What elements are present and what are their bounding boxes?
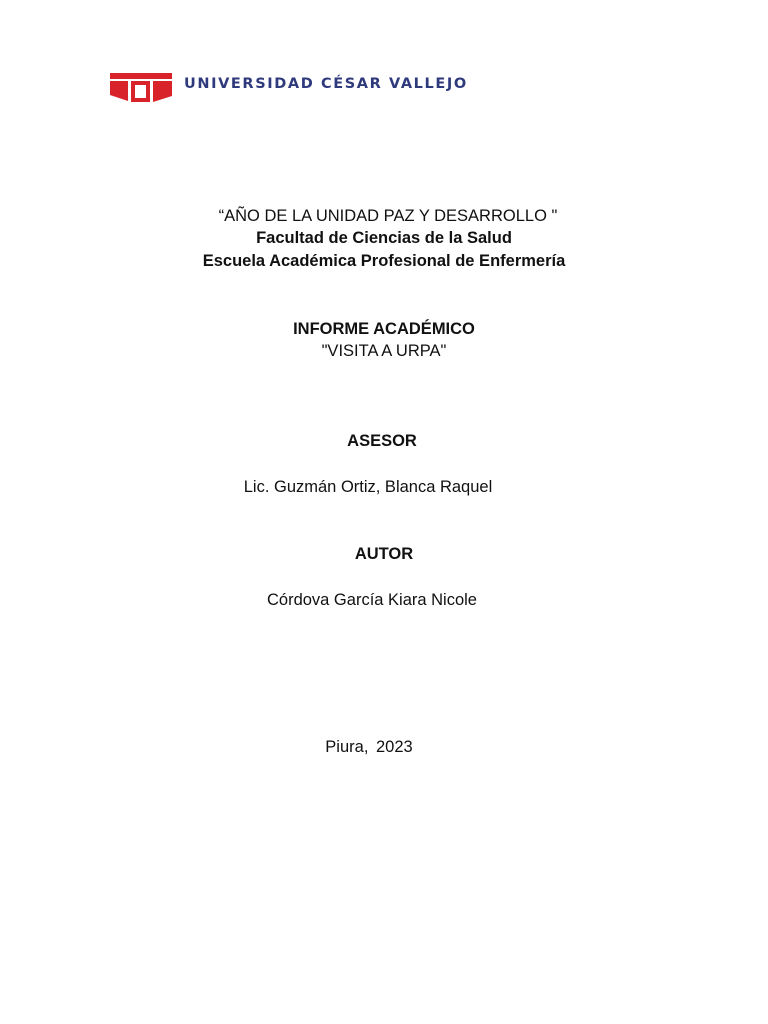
author-heading: AUTOR: [354, 545, 414, 563]
place-and-date: Piura, 2023: [325, 738, 413, 756]
report-title: "VISITA A URPA": [321, 342, 447, 360]
report-type: INFORME ACADÉMICO: [293, 320, 475, 338]
advisor-heading: ASESOR: [347, 432, 417, 450]
school-name: Escuela Académica Profesional de Enfermería: [202, 252, 566, 270]
faculty-name: Facultad de Ciencias de la Salud: [256, 229, 512, 247]
university-logo: [108, 70, 568, 104]
author-name: Córdova García Kiara Nicole: [266, 591, 477, 609]
university-emblem-icon: [108, 70, 174, 104]
year-motto: “AÑO DE LA UNIDAD PAZ Y DESARROLLO ": [218, 207, 558, 225]
advisor-name: Lic. Guzmán Ortiz, Blanca Raquel: [243, 478, 493, 496]
university-name: UNIVERSIDAD CÉSAR VALLEJO: [184, 76, 468, 92]
